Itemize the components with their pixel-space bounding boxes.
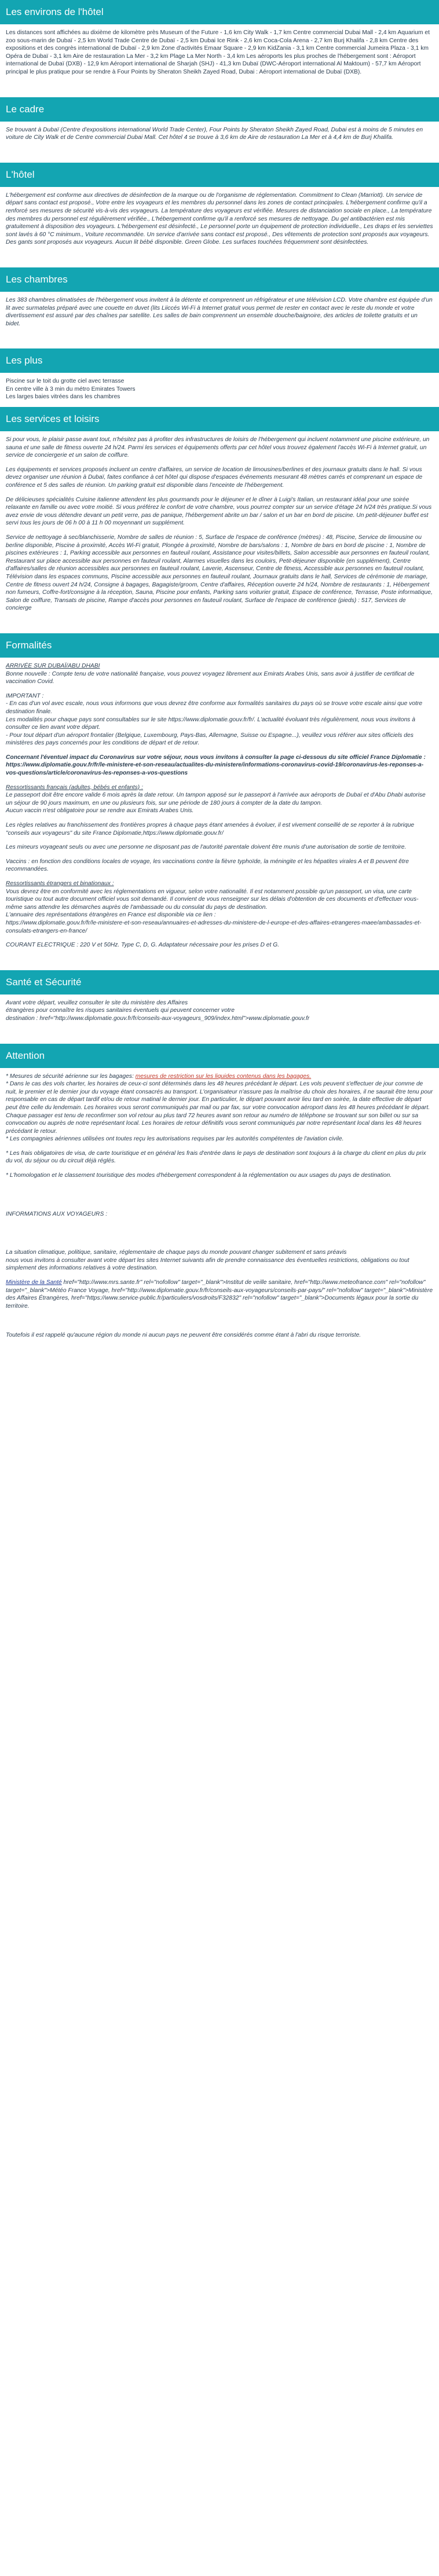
environs-text: Les distances sont affichées au dixième de kilomètre près Museum of the Future - 1,6 km City Walk - 1,7 km Centre commercial Dubai Mall - 2,4 km Aquarium et zoo sous-marin de Dubaï - 2,5 km World Trade Centre de Dubaï - 2,5 km Dubai Ice Rink - 2,6 km Coca-Cola Arena - 2,7 km Burj Khalifa - 2,8 km Centre des expositions et des congrès international de Dubaï - 2,9 km Zone d'activités Emaar Square - 2,9 km KidZania - 3,1 km Centre commercial Jumeira Plaza - 3,1 km Opéra de Dubaï - 3,1 km Aire de restauration La Mer - 3,2 km Plage La Mer North - 3,4 km Les aéroports les plus proches de l'hébergement sont : Aéroport international de Dubaï (DXB) - 12,9 km Aéroport international de Sharjah (SHJ) - 41,3 km Dubaï (DWC-Aéroport international Al Maktoum) - 57,7 km Aéroport principal le plus pratique pour se rendre à Four Points by Sheraton Sheikh Zayed Road, Dubai : Aéroport international de Dubaï (DXB). (6, 30, 430, 75)
etrangers-line: L'annuaire des représentations étrangères en France est disponible via ce lien : (6, 912, 216, 919)
corona-text: Concernant l'éventuel impact du Coronavirus sur votre séjour, nous vous invitons à consulter la page ci-dessous du site officiel France Diplomatie : https://www.diplomatie.gouv.fr/fr/le-ministere-et-son-reseau/actualites-du-ministere/informations-coronavirus-covid-19/coronavirus-les-reponses-a-vos-questions/article/coronavirus-les-reponses-a-vos-questions (6, 754, 426, 777)
section-title-chambres: Les chambres (0, 267, 439, 292)
section-formalites (0, 633, 439, 955)
plus-item: Piscine sur le toit du grotte ciel avec terrasse (6, 378, 125, 385)
etrangers-line: Vous devrez être en conformité avec les réglementations en vigueur, selon votre nationalité. Il est notamment possible qu'un passeport, un visa, une carte touristique ou tout autre document officiel vous soit demandé. Il convient de vous renseigner sur les délais d'obtention de ces documents et d'effectuer vous-même sans attendre les démarches auprès de l'ambassade ou du consulat du pays de destination. (6, 888, 419, 911)
section-attention (0, 1044, 439, 1345)
section-title-plus: Les plus (0, 348, 439, 373)
plus-item: En centre ville à 3 min du métro Emirates Towers (6, 386, 136, 392)
important-line: - En cas d'un vol avec escale, nous vous informons que vous devrez être conforme aux formalités sanitaires du pays où se trouve votre escale ainsi que votre destination finale. (6, 700, 423, 715)
situation-line: La situation climatique, politique, sanitaire, réglementaire de chaque pays du monde pouvant changer subitement et sans préavis (6, 1249, 347, 1256)
cadre-text: Se trouvant à Dubaï (Centre d'expositions international World Trade Center), Four Points by Sheraton Sheikh Zayed Road, Dubai est à moins de 5 minutes en voiture de City Walk et de Centre commercial Dubai Mall. Cet hôtel 4 se trouve à 3,6 km de Aire de restauration La Mer et à 4,4 km de Burj Khalifa. (6, 126, 423, 141)
services-paragraph: De délicieuses spécialités Cuisine italienne attendent les plus gourmands pour le déjeuner et le dîner à Luigi's Italian, un restaurant idéal pour une soirée relaxante en famille ou avec votre moitié. Si vous préférez le confort de votre chambre, vous pourrez compter sur un service d'étage 24 h/24 très pratique.Si vous avez envie de vous détendre devant un petit verre, pas de panique, l'hébergement abrite un bar / salon et un bar en bord de piscine. Un petit-déjeuner buffet est servi tous les jours de 06 h 00 à 11 h 00 moyennant un supplément. (6, 496, 432, 527)
homologation-text: * L'homologation et le classement touristique des modes d'hébergement correspondent à la réglementation ou aux usages du pays de destination. (6, 1172, 392, 1179)
sante-line: destination : href="http://www.diplomatie.gouv.fr/fr/conseils-aux-voyageurs_909/index.html">www.diplomatie.gouv.fr (6, 1015, 310, 1022)
arrive-title: ARRIVÉE SUR DUBAÏ/ABU DHABI (6, 662, 100, 669)
ressortissants-title: Ressortissants français (adultes, bébés et enfants) : (6, 784, 143, 791)
vaccins-text: Vaccins : en fonction des conditions locales de voyage, les vaccinations contre la fièvre typhoïde, la méningite et les hépatites virales A et B peuvent être recommandées. (6, 858, 409, 873)
section-plus (0, 348, 439, 407)
arrive-text: Bonne nouvelle : Compte tenu de votre nationalité française, vous pouvez voyagez librement aux Emirats Arabes Unis, sans avoir à justifier de certificat de vaccination Covid. (6, 670, 415, 685)
chambres-text: Les 383 chambres climatisées de l'hébergement vous invitent à la détente et comprennent un réfrigérateur et une télévision LCD. Votre chambre est équipée d'un lit avec surmatelas préparé avec une couette en duvet (lits Liiccés Wi-Fi à Internet gratuit vous permet de rester en contact avec le reste du monde et votre divertissement est assuré par des chaînes par satellite. Les salles de bain comprennent un ensemble douche/baignoire, des articles de toilette gratuits et un bidet. (6, 296, 433, 327)
courant-text: COURANT ELECTRIQUE : 220 V et 50Hz. Type C, D, G. Adaptateur nécessaire pour les prises D et G. (6, 942, 280, 949)
ressortissants-line: Aucun vaccin n'est obligatoire pour se rendre aux Emirats Arabes Unis. (6, 808, 194, 814)
section-environs (0, 0, 439, 82)
section-title-formalites: Formalités (0, 633, 439, 658)
horaires-text: * Dans le cas des vols charter, les horaires de ceux-ci sont déterminés dans les 48 heures précédant le départ. Les vols peuvent s'effectuer de jour comme de nuit, le premier et le dernier jour du voyage étant consacrés au transport. L'organisateur n'assure pas la maîtrise du choix des horaires, il ne saurait être tenu pour responsable en cas de départ tardif et/ou de retour matinal le dernier jour. En particulier, le départ pouvant avoir lieu tard en soirée, la date effective de départ peut être celle du lendemain. Les horaires vous seront communiqués par mail ou par fax, sur votre convocation aéroport dans les 48 heures précédant le départ. Chaque passager est tenu de reconfirmer son vol retour au plus tard 72 heures avant son retour au numéro de téléphone se trouvant sur son billet ou sur sa convocation ou auprès de notre représentant local. Les horaires de retour définitifs vous seront communiqués par notre représentant local dans les 48 heures précédant le retour. (6, 1081, 433, 1135)
section-title-attention: Attention (0, 1044, 439, 1068)
important-line: Les modalités pour chaque pays sont consultables sur le site https://www.diplomatie.gouv.fr/fr/. L'actualité évoluant très régulièrement, nous vous invitons à consulter ce lien avant votre départ. (6, 716, 415, 731)
section-chambres (0, 267, 439, 333)
section-sante (0, 970, 439, 1029)
mesures-prefix: * Mesures de sécurité aérienne sur les bagages: (6, 1073, 136, 1080)
section-hotel (0, 163, 439, 252)
etrangers-title: Ressortissants étrangers et binationaux : (6, 880, 114, 887)
situation-line: nous vous invitons à consulter avant votre départ les sites Internet suivants afin de prendre connaissance des éventuelles restrictions, obligations ou tout simplement des informations relatives à votre destination. (6, 1257, 409, 1272)
important-line: - Pour tout départ d'un aéroport frontalier (Belgique, Luxembourg, Pays-Bas, Allemagne, Suisse ou Espagne...), veuillez vous référer aux sites officiels des ministères des pays concernés pour les conditions de départ et de retour. (6, 732, 414, 747)
sante-line: Avant votre départ, veuillez consulter le site du ministère des Affaires (6, 999, 188, 1006)
frais-text: * Les frais obligatoires de visa, de carte touristique et en général les frais d'entrée dans le pays de destination sont toujours à la charge du client en plus du prix du vol, du séjour ou du circuit déjà réglés. (6, 1150, 426, 1165)
section-title-hotel: L'hôtel (0, 163, 439, 187)
section-services (0, 407, 439, 618)
section-cadre (0, 97, 439, 148)
etrangers-link[interactable]: https://www.diplomatie.gouv.fr/fr/le-ministere-et-son-reseau/annuaires-et-adresses-du-ministere-de-l-europe-et-des-affaires-etrangeres-maee/ambassades-et-consulats-etrangers-en-france/ (6, 919, 422, 934)
footer-text: Toutefois il est rappelé qu'aucune région du monde ni aucun pays ne peuvent être considérés comme étant à l'abri du risque terroriste. (6, 1332, 361, 1339)
regles-text: Les règles relatives au franchissement des frontières propres à chaque pays étant amenées à évoluer, il est vivement conseillé de se reporter à la rubrique "conseils aux voyageurs" du site France Diplomatie,https://www.diplomatie.gouv.fr/ (6, 822, 415, 836)
info-voyageurs-title: INFORMATIONS AUX VOYAGEURS : (6, 1210, 108, 1217)
ministere-sante-link[interactable]: Ministère de la Santé (6, 1279, 62, 1286)
mineurs-text: Les mineurs voyageant seuls ou avec une personne ne disposant pas de l'autorité parentale doivent être munis d'une autorisation de sortie de territoire. (6, 844, 407, 851)
mesures-link[interactable]: mesures de restriction sur les liquides contenus dans les bagages. (135, 1073, 312, 1080)
section-title-cadre: Le cadre (0, 97, 439, 122)
plus-item: Les larges baies vitrées dans les chambres (6, 394, 120, 401)
sante-line: étrangères pour connaître les risques sanitaires éventuels qui peuvent concerner votre (6, 1007, 235, 1014)
section-title-environs: Les environs de l'hôtel (0, 0, 439, 24)
ministere-links-text: href="http://www.mrs.sante.fr" rel="nofollow" target="_blank">Institut de veille sanitaire, href="http://www.meteofrance.com" rel="nofollow" target="_blank">Météo France Voyage, href="http://www.diplomatie.gouv.fr/fr/conseils-aux-voyageurs/conseils-par-pays/" rel="nofollow" target="_blank">Ministère des Affaires Étrangères, href="https://www.service-public.fr/particuliers/vosdroits/F32832" rel="nofollow" target="_blank">Documents légaux pour la sortie du territoire. (6, 1279, 433, 1309)
section-title-services: Les services et loisirs (0, 407, 439, 431)
services-paragraph: Service de nettoyage à sec/blanchisserie, Nombre de salles de réunion : 5, Surface de l'espace de conférence (mètres) : 48, Piscine, Service de limousine ou berline disponible, Piscine à proximité, Accès Wi-Fi gratuit, Plongée à proximité, Nombre de bars/salons : 1, Nombre de bars en bord de piscine : 1, Nombre de piscines extérieures : 1, Parking accessible aux personnes en fauteuil roulant, Assistance pour visites/billets, Salon accessible aux personnes en fauteuil roulant, Restaurant sur place accessible aux personnes en fauteuil roulant, Alarmes visuelles dans les couloirs, Petit-déjeuner disponible (en supplément), Centre d'affaires/salles de réunion accessibles aux personnes en fauteuil roulant, Laverie, Ascenseur, Centre de fitness, Accessible aux personnes en fauteuil roulant, Télévision dans les espaces communs, Piscine accessible aux personnes en fauteuil roulant, Journaux gratuits dans le hall, Services de cérémonie de mariage, Centre de fitness ouvert 24 h/24, Consigne à bagages, Bagagiste/groom, Centre d'affaires, Réception ouverte 24 h/24, Nombre de restaurants : 1, Hébergement non fumeurs, Coffre-fort/consigne à la réception, Sauna, Piscine pour enfants, Parking sans voiturier gratuit, Espace de conférence, Terrasse, Poste informatique, Salon de coiffure, Transats de piscine, Rampe d'accès pour personnes en fauteuil roulant, Surface de l'espace de conférence (pieds) : 517, Services de concierge (6, 534, 433, 612)
services-paragraph: Les équipements et services proposés incluent un centre d'affaires, un service de location de limousines/berlines et des journaux gratuits dans le hall. Si vous devez organiser une réunion à Dubaï, faites confiance à cet hôtel qui dispose d'espaces événements mesurant 48 mètres carrés et comprenant un espace de conférence et 5 des salles de réunion. Un parking gratuit est disponible dans l'enceinte de l'hébergement. (6, 466, 423, 489)
hotel-text: L'hébergement est conforme aux directives de désinfection de la marque ou de l'organisme de réglementation. Commitment to Clean (Marriott). Un service de départ sans contact est proposé., Votre entre les voyageurs et les membres du personnel dans les zones de contact principales. L'hébergement confirme qu'il a renforcé ses mesures de sécurité vis-à-vis des voyageurs. La température des voyageurs est vérifiée. Mesures de distanciation sociale en place., La température des membres du personnel est régulièrement vérifiée., L'hébergement confirme qu'il a renforcé ses mesures de nettoyage. Du gel antibactérien est mis gratuitement à disposition des voyageurs. L'hébergement est désinfecté., Le personnel porte un équipement de protection individuelle., Les draps et les serviettes sont lavés à 60 °C minimum., Voiture recommandée. Un service d'arrivée sans contact est proposé., Des vêtements de protection sont proposés aux voyageurs. Des gants sont proposés aux voyageurs. Aucun lit bébé disponible. Green Globe. Les surfaces touchées fréquemment sont désinfectées. (6, 192, 433, 246)
compagnies-text: * Les compagnies aériennes utilisées ont toutes reçu les autorisations requises par les autorités compétentes de l'aviation civile. (6, 1136, 344, 1143)
section-title-sante: Santé et Sécurité (0, 970, 439, 995)
ressortissants-line: Le passeport doit être encore valide 6 mois après la date retour. Un tampon apposé sur le passeport à l'arrivée aux aéroports de Dubaï et d'Abu Dhabi autorise un séjour de 90 jours maximum, en une ou plusieurs fois, sur une période de 180 jours à compter de la date du tampon. (6, 792, 426, 806)
services-paragraph: Si pour vous, le plaisir passe avant tout, n'hésitez pas à profiter des infrastructures de loisirs de l'hébergement qui incluent notamment une piscine extérieure, un sauna et une salle de fitness ouverte 24 h/24. Parmi les services et équipements offerts par cet hôtel vous trouvez également l'accès Wi-Fi à Internet gratuit, un service de conciergerie et un salon de coiffure. (6, 436, 430, 459)
important-title: IMPORTANT : (6, 692, 44, 699)
